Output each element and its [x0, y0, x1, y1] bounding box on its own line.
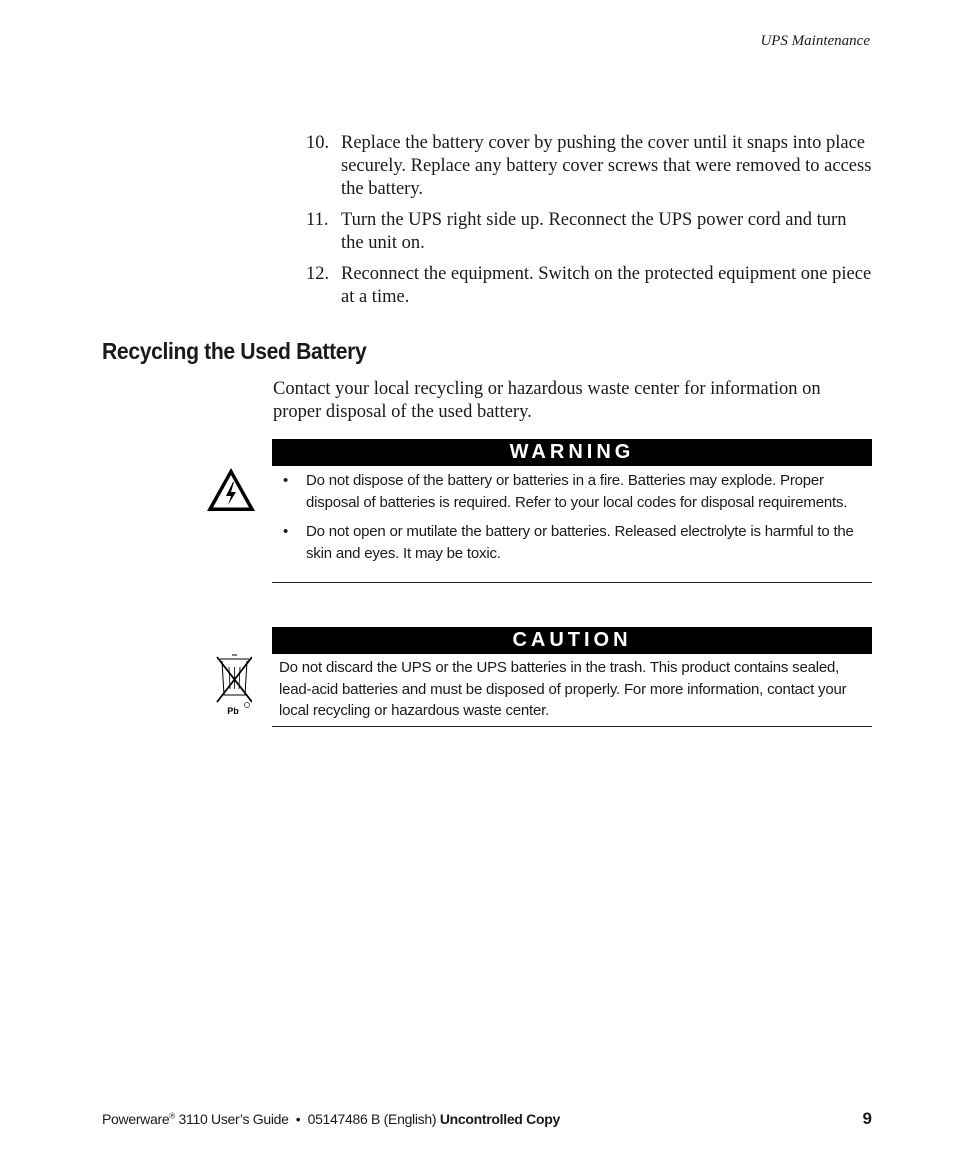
step-number: 12. [306, 264, 330, 284]
section-heading: Recycling the Used Battery [102, 338, 367, 364]
step-number: 11. [306, 210, 329, 230]
pb-icon-label: Pb [227, 706, 239, 716]
bullet-mark: • [283, 523, 289, 540]
warning-body [272, 466, 872, 583]
step-text: Replace the battery cover by pushing the cover until it snaps into place securely. Replace any battery cover screws that were removed to access the battery. [341, 133, 872, 199]
step-item [306, 263, 872, 309]
bullet-mark: • [283, 472, 289, 489]
caution-text: Do not discard the UPS or the UPS batteries in the trash. This product contains sealed, lead-acid batteries and must be disposed of properly. For more information, contact your local recycling or hazardous waste center. [272, 654, 872, 727]
warning-label: WARNING [272, 439, 872, 466]
footer-copy-status: Uncontrolled Copy [439, 1111, 560, 1127]
crossed-out-bin-pb-icon [216, 652, 252, 718]
step-item [306, 132, 872, 201]
caution-label: CAUTION [272, 627, 872, 654]
step-text: Turn the UPS right side up. Reconnect the UPS power cord and turn the unit on. [341, 210, 847, 253]
warning-item [272, 521, 872, 564]
warning-item-text: Do not open or mutilate the battery or batteries. Released electrolyte is harmful to the skin and eyes. It may be toxic. [306, 523, 854, 562]
page-number: 9 [862, 1109, 872, 1128]
running-header: UPS Maintenance [760, 33, 870, 49]
step-text: Reconnect the equipment. Switch on the protected equipment one piece at a time. [341, 264, 872, 307]
footer-doc-number: 05147486 B (English) [307, 1111, 440, 1127]
footer-product: Powerware [102, 1111, 170, 1127]
warning-item [272, 470, 872, 513]
step-number: 10. [306, 133, 330, 153]
footer-citation [102, 1111, 560, 1127]
registered-mark: ® [169, 1111, 175, 1121]
section-intro: Contact your local recycling or hazardous waste center for information on proper disposal of the used battery. [273, 379, 821, 422]
procedure-steps [306, 132, 872, 317]
footer-separator: • [288, 1111, 308, 1127]
electrical-hazard-icon [205, 466, 257, 514]
warning-notice [272, 439, 872, 583]
warning-item-text: Do not dispose of the battery or batteries in a fire. Batteries may explode. Proper disposal of batteries is required. Refer to your local codes for disposal requirements. [306, 472, 848, 511]
footer-guide: 3110 User’s Guide [174, 1111, 289, 1127]
step-item [306, 209, 872, 255]
caution-notice [272, 627, 872, 727]
warning-list [272, 470, 872, 564]
